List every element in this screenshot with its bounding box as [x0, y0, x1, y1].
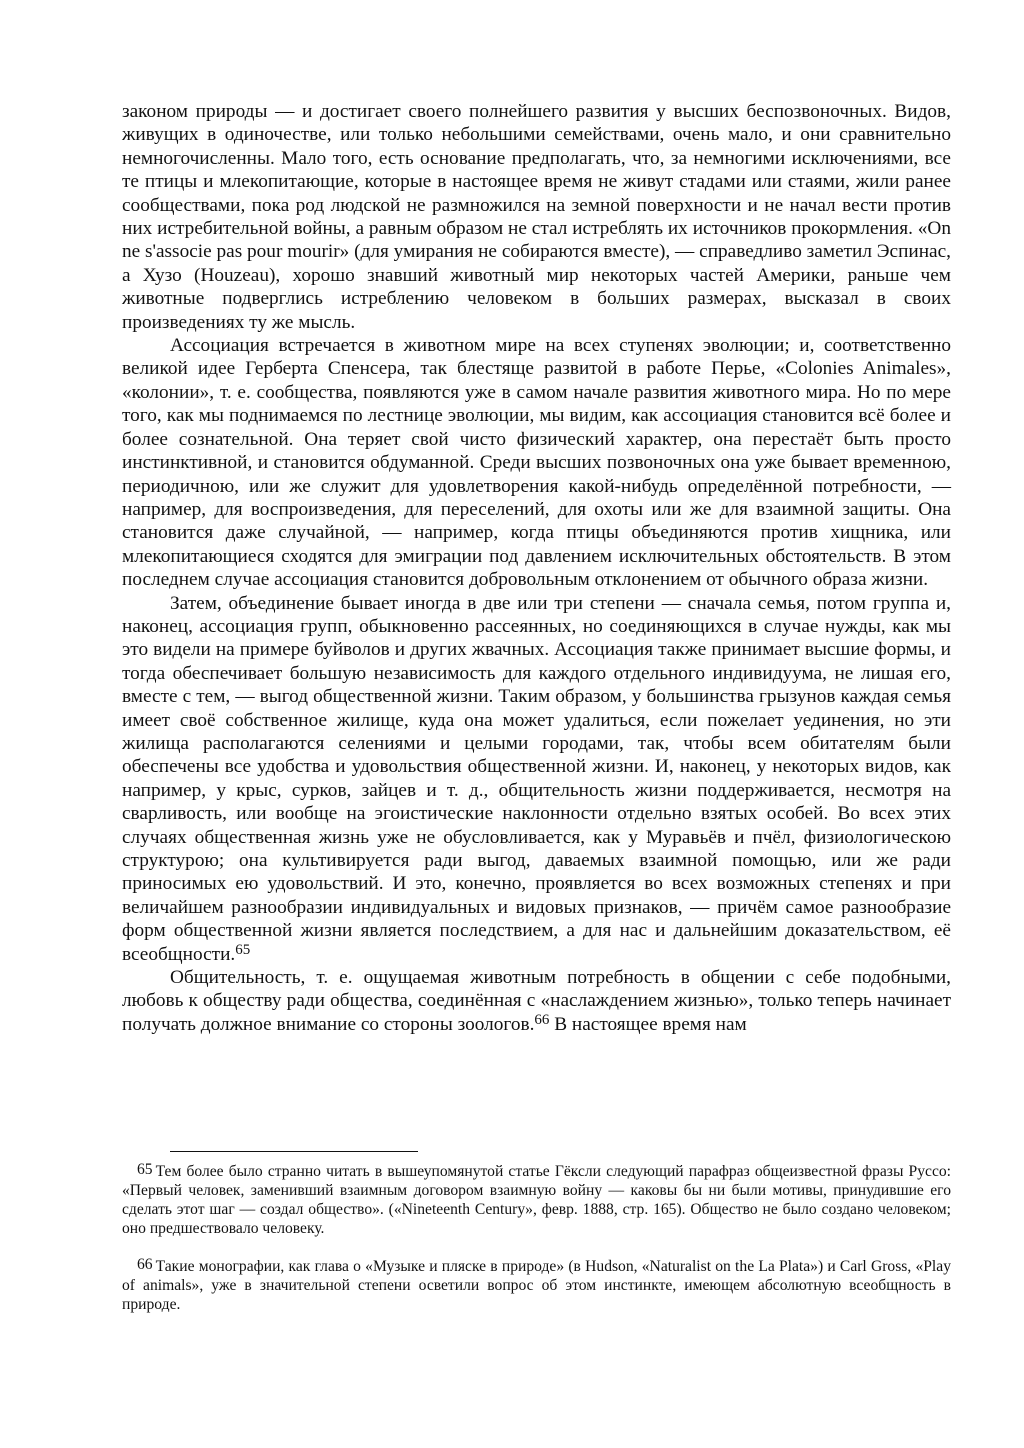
- footnote-ref-65[interactable]: 65: [235, 941, 251, 958]
- main-text: [122, 100, 951, 1036]
- footnote-65: [122, 1160, 951, 1238]
- paragraph-2: [122, 334, 951, 591]
- paragraph-3-text: Затем, объединение бывает иногда в две или три степени — сначала семья, потом группа и, наконец, ассоциация групп, обыкновенно рассеянных, но соединяющихся в случае нужды, как мы это видели на примере буйволов и других жвачных. Ассоциация также принимает высшие формы, и тогда обеспечивает большую независимость для каждого отдельного индивидуума, не лишая его, вместе с тем, — выгод общественной жизни. Таким образом, у большинства грызунов каждая семья имеет своё собственное жилище, куда она может удалиться, если пожелает уединения, но эти жилища располагаются селениями и целыми городами, так, чтобы всем обитателям были обеспечены все удобства и удовольствия общественной жизни. И, наконец, у некоторых видов, как например, у крыс, сурков, зайцев и т. д., общительность жизни поддерживается, несмотря на сварливость, или вообще на эгоистические наклонности отдельно взятых особей. Во всех этих случаях общественная жизнь уже не обусловливается, как у Муравьёв и пчёл, физиологическою структурою; она культивируется ради выгод, даваемых взаимной помощью, или же ради приносимых ею удовольствий. И это, конечно, проявляется во всех возможных степенях и при величайшем разнообразии индивидуальных и видовых признаков, — причём самое разнообразие форм общественной жизни является последствием, а для нас и дальнейшим доказательством, её всеобщности.: [122, 592, 951, 965]
- footnote-number: 66: [137, 1256, 153, 1273]
- paragraph-4-tail: В настоящее время нам: [549, 1013, 747, 1035]
- footnote-number: 65: [137, 1161, 153, 1178]
- footnote-66: [122, 1255, 951, 1314]
- footnote-text: Такие монографии, как глава о «Музыке и пляске в природе» (в Hudson, «Naturalist on the La Plata») и Carl Gross, «Play of animals», уже в значительной степени осветили вопрос об этом инстинкте, имеющем абсолютную всеобщность в природе.: [122, 1258, 951, 1313]
- paragraph-4: [122, 966, 951, 1036]
- footnote-ref-66[interactable]: 66: [534, 1011, 550, 1028]
- paragraph-1: [122, 100, 951, 334]
- footnote-text: Тем более было странно читать в вышеупомянутой статье Гёксли следующий парафраз общеизвестной фразы Руссо: «Первый человек, заменивший взаимным договором взаимную войну — каковы бы ни были мотивы, принудившие его сделать этот шаг — создал общество». («Nineteenth Century», февр. 1888, стр. 165). Общество не было создано человеком; оно предшествовало человеку.: [122, 1163, 951, 1237]
- paragraph-4-text: Общительность, т. е. ощущаемая животным потребность в общении с себе подобными, любовь к обществу ради общества, соединённая с «наслаждением жизнью», только теперь начинает получать должное внимание со стороны зоологов.: [122, 967, 951, 1035]
- footnotes: [122, 1160, 951, 1314]
- paragraph-2-text: Ассоциация встречается в животном мире на всех ступенях эволюции; и, соответственно великой идее Герберта Спенсера, так блестяще развитой в работе Перье, «Colonies Animales», «колонии», т. е. сообщества, появляются уже в самом начале развития животного мира. Но по мере того, как мы поднимаемся по лестнице эволюции, мы видим, как ассоциация становится всё более и более сознательной. Она теряет свой чисто физический характер, она перестаёт быть просто инстинктивной, и становится обдуманной. Среди высших позвоночных она уже бывает временною, периодичною, или же служит для удовлетворения какой-нибудь определённой потребности, — например, для воспроизведения, для переселений, для охоты или же для взаимной защиты. Она становится даже случайной, — например, когда птицы объединяются против хищника, или млекопитающиеся сходятся для эмиграции под давлением исключительных обстоятельств. В этом последнем случае ассоциация становится добровольным отклонением от обычного образа жизни.: [122, 335, 951, 591]
- paragraph-1-text: законом природы — и достигает своего полнейшего развития у высших беспозвоночных. Видов, живущих в одиночестве, или только небольшими семействами, очень мало, и они сравнительно немногочисленны. Мало того, есть основание предполагать, что, за немногими исключениями, все те птицы и млекопитающие, которые в настоящее время не живут стадами или стаями, жили ранее сообществами, пока род людской не размножился на земной поверхности и не начал вести против них истребительной войны, а равным образом не стал истреблять их источников прокормления. «On ne s'associe pas pour mourir» (для умирания не собираются вместе), — справедливо заметил Эспинас, а Хузо (Houzeau), хорошо знавший животный мир некоторых частей Америки, раньше чем животные подверглись истреблению человеком в больших размерах, высказал в своих произведениях ту же мысль.: [122, 101, 951, 333]
- paragraph-3: [122, 592, 951, 967]
- footnote-separator: [170, 1151, 418, 1152]
